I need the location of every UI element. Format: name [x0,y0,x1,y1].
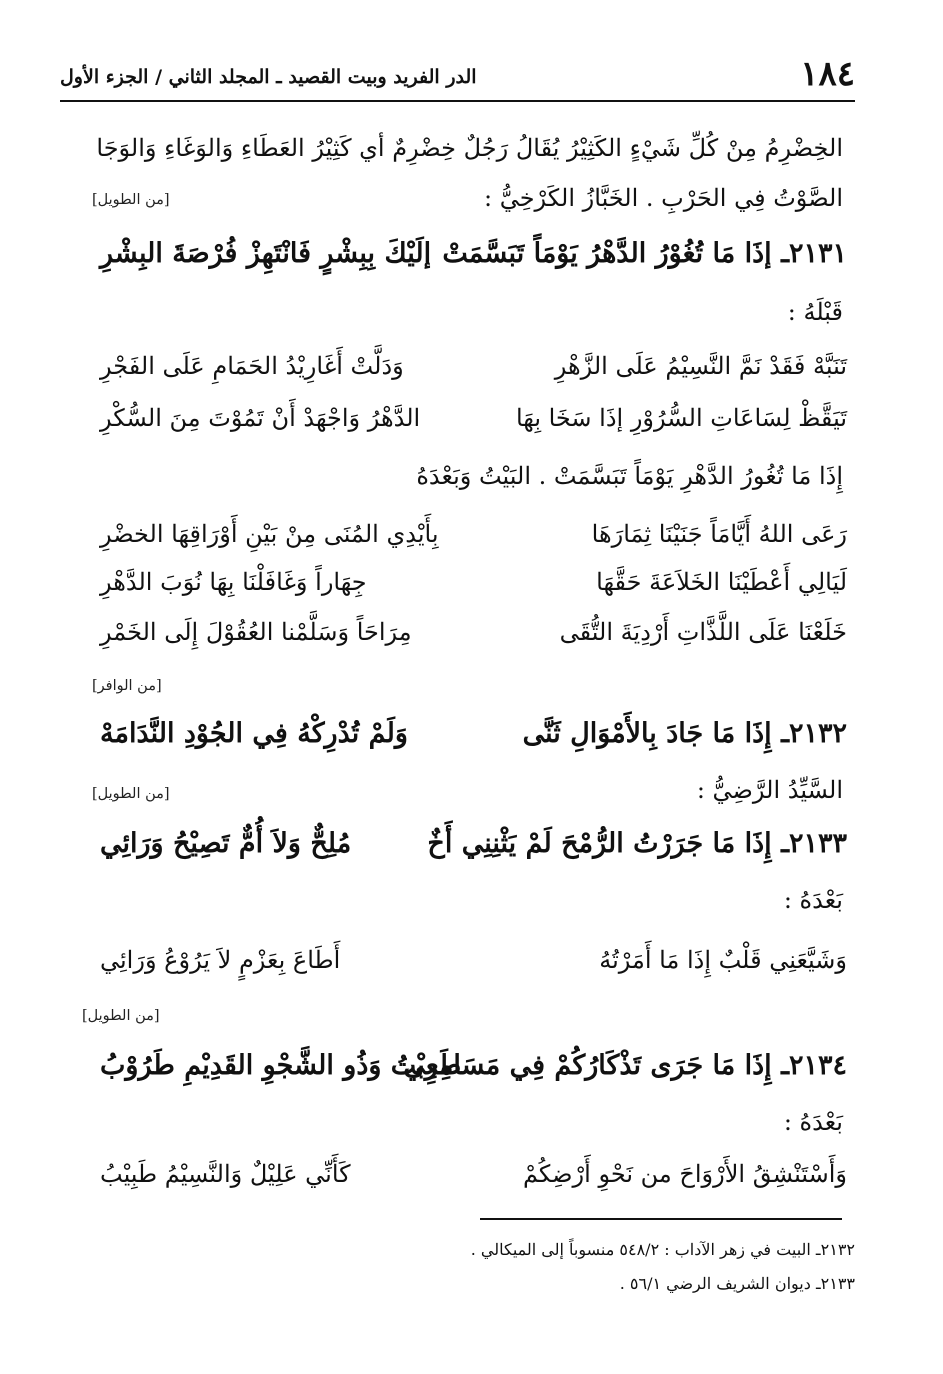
verse-second-hemistich: كَأَنِّي عَلِيْلٌ وَالنَّسِيْمُ طَبِيْبُ [100,1160,351,1188]
verse-first-hemistich: خَلَعْنَا عَلَى اللَّذَّاتِ أَرْدِيَةَ التُّقَى [559,618,847,646]
poem-line [100,404,847,446]
verse-number: ٢١٣٤ـ [781,1050,847,1081]
poem-line [100,618,847,660]
verse-first-hemistich: تَيَقَّظْ لِسَاعَاتِ السُّرُوْرِ إذَا سَخَا بِهَا [515,404,847,432]
verse-2133 [100,828,847,870]
verse-2134 [100,1050,847,1092]
after-label: بَعْدَهُ : [783,886,843,914]
meter-label: [من الوافر] [92,678,162,694]
verse-first-hemistich: ٢١٣٤ـ إِذَا مَا جَرَى تَذْكَارُكُمْ فِي مَسَامِعِي [403,1050,847,1081]
page-header [60,52,855,96]
mid-line: إِذَا مَا تُغُورُ الدَّهْرِ يَوْمَاً تَبَسَّمَتْ . البَيْتُ وَبَعْدَهُ [416,462,843,490]
verse-second-hemistich: مِرَاحَاً وَسَلَّمْنا العُقُوْلَ إِلَى الخَمْرِ [100,618,412,646]
meter-label: [من الطويل] [82,1008,160,1024]
poem-line [100,1160,847,1202]
verse-2132 [100,718,847,760]
verse-second-hemistich: مُلِحٌّ وَلاَ أُمٌّ تَصِيْحُ وَرَائِي [100,828,352,859]
verse-number: ٢١٣١ـ [781,238,847,269]
verse-second-hemistich: بِأَيْدِي المُنَى مِنْ بَيْنِ أَوْرَاقِهَا الخضْرِ [100,520,439,548]
verse-second-hemistich: طَرِبْتُ وَذُو الشَّجْوِ القَدِيْمِ طَرُوْبُ [100,1050,462,1081]
verse-first-hemistich: رَعَى اللهُ أَيَّامَاً جَنَيْنَا ثِمَارَهَا [591,520,847,548]
before-label: قَبْلَهُ : [787,298,843,326]
verse-second-hemistich: وَلَمْ تُدْرِكْهُ فِي الجُوْدِ النَّدَامَهْ [100,718,408,749]
intro-line-1: الخِضْرِمُ مِنْ كُلِّ شَيْءٍ الكَثِيْرُ يُقَالُ رَجُلٌ خِضْرِمٌ أي كَثِيْرُ العَطَاءِ وَالوَغَاءِ وَالوَجَا [96,134,843,162]
meter-label: [من الطويل] [92,192,170,208]
verse-number: ٢١٣٣ـ [781,828,847,859]
verse-first-hemistich: ٢١٣٢ـ إِذَا مَا جَادَ بِالأَمْوَالِ ثَنَّى [522,718,847,749]
poet-name: السَّيِّدُ الرَّضِيُّ : [696,776,843,804]
intro-line-2: الصَّوْتُ فِي الحَرْبِ . الخَبَّازُ الكَرْخِيُّ : [484,184,843,212]
meter-label: [من الطويل] [92,786,170,802]
footnote: ٢١٣٣ـ ديوان الشريف الرضي ٥٦/١ . [619,1274,855,1293]
verse-second-hemistich: إلَيْكَ بِبِشْرٍ فَانْتَهِزْ فُرْصَةَ البِشْرِ [100,238,432,269]
verse-first-hemistich: وَأَسْتَنْشِقُ الأَرْوَاحَ من نَحْوِ أَرْضِكُمْ [522,1160,847,1188]
verse-first-hemistich: ٢١٣١ـ إذَا مَا تُغُوْرُ الدَّهْرُ يَوْمَاً تَبَسَّمَتْ [442,238,847,269]
running-title: الدر الفريد وبيت القصيد ـ المجلد الثاني / الجزء الأول [60,66,477,88]
after-label: بَعْدَهُ : [783,1108,843,1136]
footnote-rule [480,1218,842,1220]
verse-first-hemistich: ٢١٣٣ـ إِذَا مَا جَرَرْتُ الرُّمْحَ لَمْ يَثْنِنِي أَخٌ [427,828,847,859]
verse-2131 [100,238,847,280]
verse-second-hemistich: أَطَاعَ بِعَزْمٍ لاَ يَرُوْعُ وَرَائِي [100,946,341,974]
poem-line [100,520,847,562]
verse-first-hemistich: تَنَبَّهْ فَقَدْ نَمَّ النَّسِيْمُ عَلَى الزَّهْرِ [554,352,847,380]
verse-first-hemistich: وَشَيَّعَنِي قَلْبٌ إِذَا مَا أَمَرْتُهُ [599,946,847,974]
verse-second-hemistich: الدَّهْرُ وَاجْهَدْ أَنْ تَمُوْتَ مِنَ السُّكْرِ [100,404,421,432]
verse-first-hemistich: لَيَالِي أَعْطَيْنَا الخَلاَعَةَ حَقَّهَا [596,568,847,596]
verse-second-hemistich: وَدَلَّتْ أَغَارِيْدُ الحَمَامِ عَلَى الفَجْرِ [100,352,404,380]
poem-line [100,352,847,394]
verse-number: ٢١٣٢ـ [781,718,847,749]
verse-second-hemistich: جِهَاراً وَغَافَلْنَا بِهَا نُوَبَ الدَّهْرِ [100,568,367,596]
header-rule [60,100,855,102]
page-number: ١٨٤ [800,54,855,94]
poem-line [100,568,847,610]
poem-line [100,946,847,988]
footnote: ٢١٣٢ـ البيت في زهر الآداب : ٥٤٨/٢ منسوباً إلى الميكالي . [470,1240,855,1259]
